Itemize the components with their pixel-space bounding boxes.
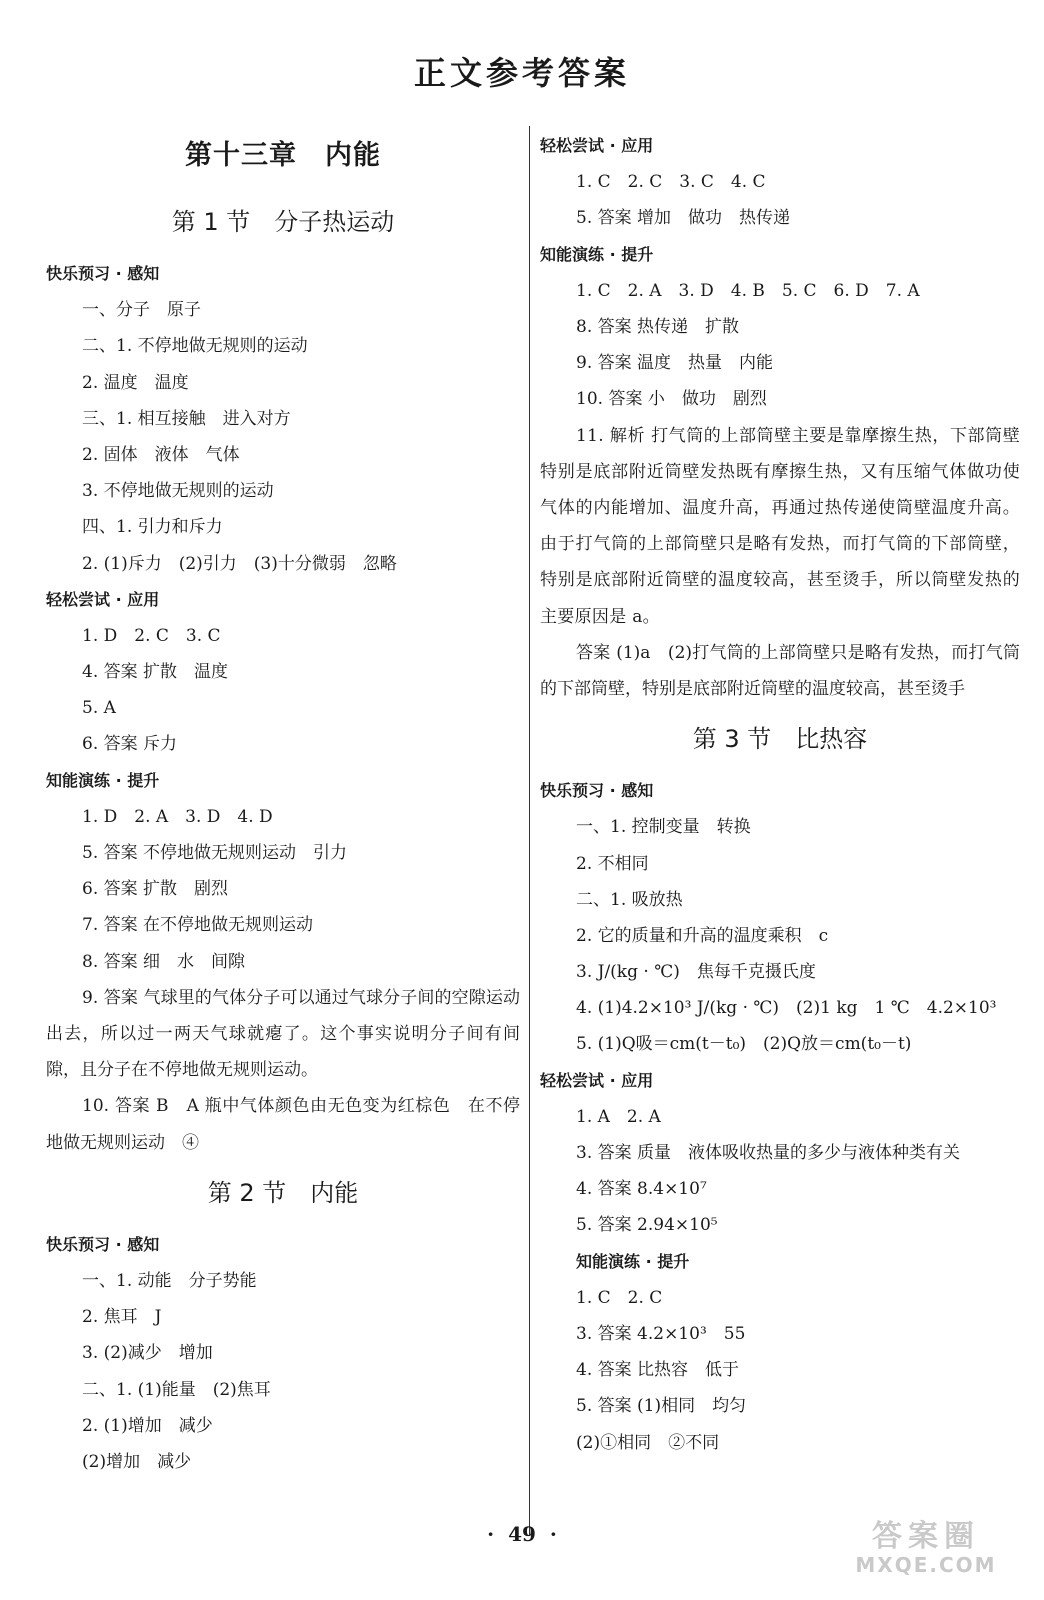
- answer-line: 4. 答案 扩散 温度: [82, 662, 229, 683]
- answer-line: 四、1. 引力和斥力: [82, 517, 223, 538]
- watermark-text: 答案圈: [872, 1519, 980, 1554]
- answer-line: 1. C 2. A 3. D 4. B 5. C 6. D 7. A: [576, 280, 920, 301]
- answer-line: 5. 答案 增加 做功 热传递: [576, 208, 791, 229]
- category-heading: 轻松尝试 · 应用: [540, 136, 654, 155]
- answer-line: 4. 答案 比热容 低于: [576, 1360, 740, 1381]
- answer-line: 5. A: [82, 698, 116, 719]
- answer-line: 一、1. 控制变量 转换: [576, 817, 751, 838]
- answer-line: 3. 不停地做无规则的运动: [82, 481, 274, 502]
- right-column: [540, 128, 1020, 1461]
- answer-line: 三、1. 相互接触 进入对方: [82, 408, 291, 429]
- section-title: 第 3 节 比热容: [692, 725, 868, 754]
- category-heading: 快乐预习 · 感知: [46, 1234, 160, 1254]
- category-heading: 快乐预习 · 感知: [540, 781, 654, 801]
- answer-paragraph: 11. 解析 打气筒的上部筒壁主要是靠摩擦生热，下部筒壁特别是底部附近筒壁发热既有摩擦生热，又有压缩气体做功使气体的内能增加、温度升高，再通过热传递使筒壁温度升高。由于打气筒的上部筒壁只是略有发热，而打气筒的下部筒壁，特别是底部附近筒壁的温度较高，甚至烫手，所以筒壁发热的主要原因是 a。: [540, 425, 1020, 627]
- answer-line: (2)①相同 ②不同: [576, 1432, 720, 1453]
- answer-line: 4. 答案 8.4×10⁷: [576, 1179, 707, 1200]
- answer-line: 1. A 2. A: [576, 1106, 661, 1127]
- answer-line: 1. D 2. C 3. C: [82, 625, 221, 646]
- answer-line: 6. 答案 斥力: [82, 734, 178, 755]
- answer-line: 2. 它的质量和升高的温度乘积 c: [576, 925, 829, 946]
- answer-line: 2. 固体 液体 气体: [82, 444, 240, 465]
- answer-line: 1. C 2. C 3. C 4. C: [576, 172, 766, 193]
- answer-line: (2)增加 减少: [82, 1451, 192, 1472]
- section-title: 第 2 节 内能: [207, 1178, 359, 1207]
- answer-line: 6. 答案 扩散 剧烈: [82, 879, 229, 900]
- category-heading: 快乐预习 · 感知: [46, 264, 160, 283]
- answer-line: 一、分子 原子: [82, 300, 201, 321]
- answer-line: 10. 答案 小 做功 剧烈: [576, 389, 767, 410]
- left-column: [46, 128, 520, 1480]
- category-heading: 轻松尝试 · 应用: [540, 1070, 654, 1090]
- answer-paragraph: 答案 (1)a (2)打气筒的上部筒壁只是略有发热，而打气筒的下部筒壁，特别是底部附近筒壁的温度较高，甚至烫手: [540, 642, 1020, 699]
- column-divider: [529, 126, 530, 1536]
- category-heading: 知能演练 · 提升: [540, 244, 654, 264]
- answer-line: 1. D 2. A 3. D 4. D: [82, 806, 273, 827]
- section-title: 第 1 节 分子热运动: [171, 208, 395, 236]
- answer-line: 2. 焦耳 J: [82, 1307, 162, 1328]
- answer-line: 5. 答案 不停地做无规则运动 引力: [82, 843, 348, 863]
- answer-line: 1. C 2. C: [576, 1287, 663, 1308]
- answer-line: 9. 答案 温度 热量 内能: [576, 353, 774, 374]
- page-title: 正文参考答案: [413, 54, 630, 92]
- answer-paragraph: 9. 答案 气球里的气体分子可以通过气球分子间的空隙运动出去，所以过一两天气球就瘪了。这个事实说明分子间有间隙，且分子在不停地做无规则运动。: [46, 987, 520, 1081]
- answer-line: 5. (1)Q吸＝cm(t－t₀) (2)Q放＝cm(t₀－t): [576, 1034, 912, 1055]
- chapter-title: 第十三章 内能: [185, 140, 381, 171]
- answer-line: 8. 答案 细 水 间隙: [82, 951, 246, 972]
- answer-line: 8. 答案 热传递 扩散: [576, 316, 740, 337]
- answer-line: 4. (1)4.2×10³ J/(kg · ℃) (2)1 kg 1 ℃ 4.2×10³: [576, 998, 997, 1019]
- answer-line: 二、1. 不停地做无规则的运动: [82, 336, 308, 357]
- category-heading: 知能演练 · 提升: [576, 1251, 690, 1271]
- answer-line: 二、1. 吸放热: [576, 889, 683, 910]
- page-number-value: 49: [508, 1522, 536, 1546]
- answer-line: 3. J/(kg · ℃) 焦每千克摄氏度: [576, 962, 816, 983]
- answer-line: 7. 答案 在不停地做无规则运动: [82, 915, 314, 936]
- answer-line: 5. 答案 (1)相同 均匀: [576, 1396, 747, 1417]
- answer-line: 3. 答案 4.2×10³ 55: [576, 1323, 746, 1344]
- watermark-url: MXQE.COM: [855, 1553, 997, 1577]
- answer-line: 2. (1)增加 减少: [82, 1415, 213, 1436]
- answer-line: 2. 不相同: [576, 853, 649, 874]
- answer-paragraph: 10. 答案 B A 瓶中气体颜色由无色变为红棕色 在不停地做无规则运动 ④: [46, 1096, 520, 1153]
- watermark-logo: [826, 1520, 1026, 1580]
- answer-line: 5. 答案 2.94×10⁵: [576, 1215, 718, 1236]
- answer-line: 3. (2)减少 增加: [82, 1343, 213, 1364]
- answer-line: 2. (1)斥力 (2)引力 (3)十分微弱 忽略: [82, 553, 397, 574]
- category-heading: 知能演练 · 提升: [46, 770, 160, 790]
- page-number: · 49 ·: [487, 1522, 557, 1546]
- answer-line: 3. 答案 质量 液体吸收热量的多少与液体种类有关: [576, 1143, 961, 1163]
- answer-line: 二、1. (1)能量 (2)焦耳: [82, 1379, 271, 1400]
- answer-line: 2. 温度 温度: [82, 372, 189, 393]
- category-heading: 轻松尝试 · 应用: [46, 589, 160, 609]
- answer-line: 一、1. 动能 分子势能: [82, 1270, 257, 1291]
